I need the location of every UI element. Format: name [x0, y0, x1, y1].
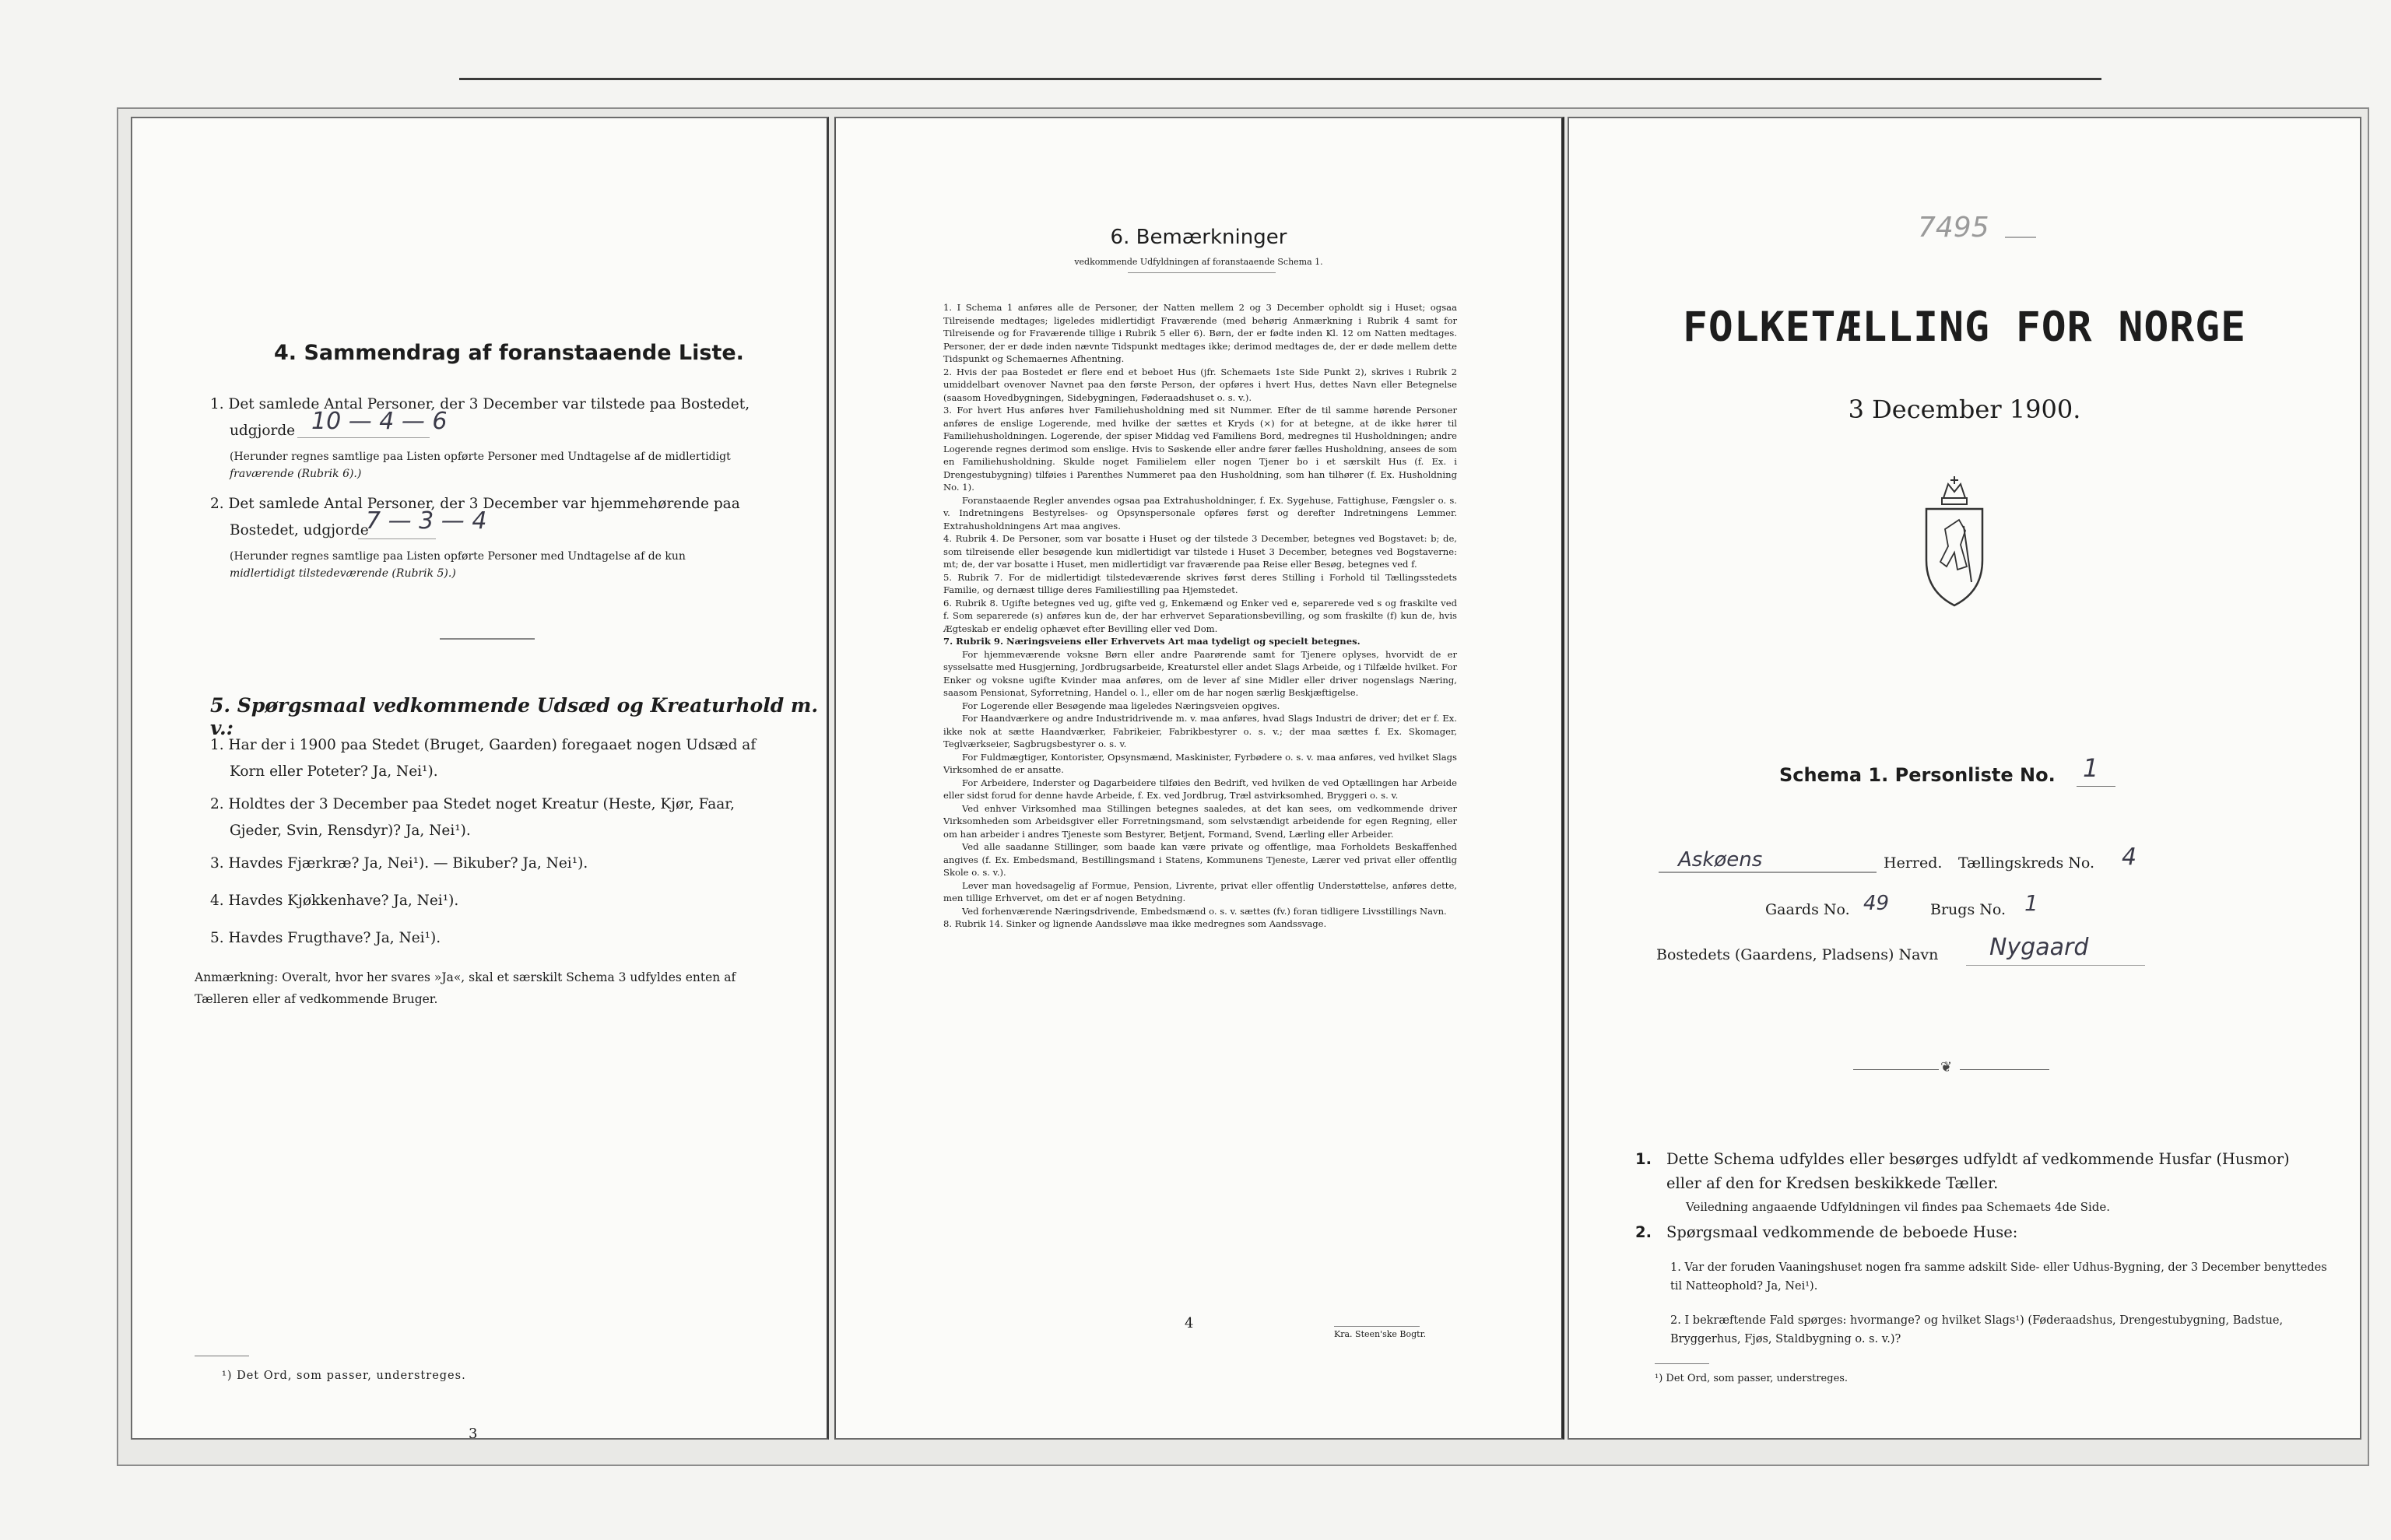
remark-text: Anmærkning: Overalt, hvor her svares »Ja«, skal et særskilt Schema 3 udfyldes enten af Tælleren eller af vedkommende Bruger. — [195, 970, 736, 1006]
remark-paragraph: Ved forhenværende Næringsdrivende, Embedsmænd o. s. v. sættes (fv.) foran tidligere Livsstillings Navn. — [962, 905, 1447, 917]
remark-paragraph: 5. Rubrik 7. For de midlertidigt tilstedeværende skrives først deres Stilling i Forhold til Tællingsstedets Familie, og dernæst tillige deres Familiestilling paa Hjemstedet. — [943, 571, 1457, 595]
remark-paragraph: 4. Rubrik 4. De Personer, som var bosatte i Huset og der tilstede 3 December, betegnes ved Bogstavet: b; de, som tilreisende eller besøgende kun midlertidigt var tilstede i Huset 3 December, betegnes ved Bogstaverne: mt; de, der var bosatte i Huset, men midlertidigt var fraværende paa Reise eller Besøg, betegnes ved f. — [943, 533, 1457, 570]
page-3-summary — [131, 117, 829, 1440]
question-2-line2: Gjeder, Svin, Rensdyr)? Ja, Nei¹). — [230, 823, 471, 839]
remark-paragraph: 8. Rubrik 14. Sinker og lignende Aandssløve maa ikke medregnes som Aandssvage. — [943, 918, 1327, 929]
remark-paragraph: For Arbeidere, Inderster og Dagarbeidere tilføies den Bedrift, ved hvilken de ved Optællingen har Arbeide eller sidst forud for denne havde Arbeide, f. Ex. ved Jordbrug, Træl astvirksomhed, Bryggeri o. s. v. — [943, 777, 1457, 801]
house-question-2: 2. I bekræftende Fald spørges: hvormange? og hvilket Slags¹) (Føderaadshus, Drengestubygning, Badstue, Bryggerhus, Fjøs, Staldbygning o. s. v.)? — [1670, 1314, 2284, 1345]
instruction-2-text: Spørgsmaal vedkommende de beboede Huse: — [1666, 1223, 2018, 1241]
question-5: 5. Havdes Frugthave? Ja, Nei¹). — [210, 930, 441, 946]
census-title: FOLKETÆLLING FOR NORGE — [1683, 303, 2246, 351]
remark-paragraph: Ved enhver Virksomhed maa Stillingen betegnes saaledes, at det kan sees, om vedkommende driver Virksomheden som Arbeidsgiver eller Forretningsmand, som selvstændigt arbeidende for egen Regning, eller om han arbeider i andres Tjeneste som Bestyrer, Betjent, Formand, Svend, Lærling eller Arbeider. — [943, 802, 1457, 840]
printer-rule — [1334, 1326, 1420, 1327]
herred-label: Herred. — [1884, 854, 1943, 872]
remark-paragraph: 6. Rubrik 8. Ugifte betegnes ved ug, gifte ved g, Enkemænd og Enker ved e, separerede ved s og fraskilte ved f. Som separerede (s) anføres kun de, der har erhvervet Separationsbevilling, og som fraskilte (f) kun de, hvis Ægteskab er endelig ophævet efter Bevilling eller ved Dom. — [943, 597, 1457, 634]
question-3: 3. Havdes Fjærkræ? Ja, Nei¹). — Bikuber? Ja, Nei¹). — [210, 855, 588, 872]
question-4: 4. Havdes Kjøkkenhave? Ja, Nei¹). — [210, 893, 459, 909]
item2-fill-line — [358, 538, 436, 539]
footnote: ¹) Det Ord, som passer, understreges. — [222, 1370, 466, 1382]
printer-imprint: Kra. Steen'ske Bogtr. — [1334, 1329, 1427, 1339]
page-number: 4 — [1185, 1315, 1194, 1331]
census-date: 3 December 1900. — [1848, 395, 2081, 424]
remark-paragraph: For hjemmeværende voksne Børn eller andre Paarørende samt for Tjenere oplyses, hvorvidt de er sysselsatte med Husgjerning, Jordbrugsarbeide, Kreaturstel eller andet Slags Arbeide, og i Tilfælde hvilket. For Enker og voksne ugifte Kvinder maa anføres, om de lever af sine Midler eller driver nogenslags Næring, saasom Pensionat, Syforretning, Handel o. l., eller om de har nogen særlig Beskjæftigelse. — [943, 648, 1457, 698]
remark-paragraph: For Haandværkere og andre Industridrivende m. v. maa anføres, hvad Slags Industri de driver; det er f. Ex. ikke nok at sætte Haandværker, Fabrikeier, Fabrikbestyrer o. s. v.; der maa sættes f. Ex. Skomager, Teglværkseier, Sagbrugsbestyrer o. s. v. — [943, 713, 1457, 749]
item2-handwritten: 7 — 3 — 4 — [366, 507, 487, 535]
coat-of-arms-icon — [1922, 475, 1987, 609]
item1-note2: fraværende (Rubrik 6).) — [230, 468, 362, 480]
remark-paragraph: Ved alle saadanne Stillinger, som baade kan være private og offentlige, maa Forholdets Beskaffenhed angives (f. Ex. Embedsmand, Bestillingsmand i Statens, Kommunens Tjeneste, Lærer ved privat eller offentlig Skole o. s. v.). — [943, 841, 1457, 878]
item2-label: Bostedet, udgjorde — [230, 522, 369, 538]
remark-paragraph: Foranstaaende Regler anvendes ogsaa paa Extrahusholdninger, f. Ex. Sygehuse, Fattighuse, Fængsler o. s. v. Indretningens Bestyrelses- og Opsynspersonale opføres først og derefter Indretningens Lemmer. Extrahusholdningens Art maa angives. — [943, 494, 1457, 531]
question-1-line2: Korn eller Poteter? Ja, Nei¹). — [230, 763, 438, 780]
remark-paragraph: 2. Hvis der paa Bostedet er flere end et beboet Hus (jfr. Schemaets 1ste Side Punkt 2), skrives i Rubrik 2 umiddelbart ovenover Navnet paa den første Person, der opføres i hvert Hus, dettes Navn eller Betegnelse (saasom Hovedbygningen, Sidebygningen, Føderaadshuset o. s. v.). — [943, 366, 1457, 403]
top-rule-line — [459, 78, 2101, 80]
question-1-line1: 1. Har der i 1900 paa Stedet (Bruget, Gaarden) foregaaet nogen Udsæd af — [210, 737, 757, 753]
instruction-1-note: Veiledning angaaende Udfyldningen vil findes paa Schemaets 4de Side. — [1686, 1200, 2111, 1214]
footnote-rule — [1655, 1363, 1709, 1364]
remarks-body — [943, 301, 1457, 931]
heading-rule — [1128, 272, 1276, 273]
item1-fill-line — [297, 437, 430, 438]
schema-number: 1 — [2083, 753, 2099, 783]
krets-label: Tællingskreds No. — [1958, 854, 2094, 872]
summary-heading: 4. Sammendrag af foranstaaende Liste. — [274, 341, 744, 365]
bosted-fill-line — [1966, 965, 2145, 966]
item1-line: 1. Det samlede Antal Personer, der 3 December var tilstede paa Bostedet, — [210, 396, 750, 412]
item2-line: 2. Det samlede Antal Personer, der 3 December var hjemmehørende paa — [210, 496, 740, 512]
item1-label: udgjorde — [230, 423, 296, 439]
brugs-value: 1 — [2024, 890, 2038, 916]
item2-note2: midlertidigt tilstedeværende (Rubrik 5).) — [230, 567, 456, 580]
questions-heading: 5. Spørgsmaal vedkommende Udsæd og Kreaturhold m. v.: — [210, 694, 819, 739]
archive-dash — [2005, 237, 2036, 238]
remark-paragraph: 3. For hvert Hus anføres hver Familiehusholdning med sit Nummer. Efter de til samme hørende Personer anføres de enslige Logerende, med hvilke der sættes et Kryds (×) for at betegne, at de ikke hører til Familiehusholdningen. Logerende, der spiser Middag ved Familiens Bord, medregnes til Husholdningen; andre Logerende regnes derimod som enslige. Hvis to Søskende eller andre fører fælles Husholdning, ansees de som en Familiehusholdning. Skulde noget Familielem eller nogen Tjener bo i et særskilt Hus (f. Ex. i Drengestubygning) tilføies i Parenthes Nummeret paa den Husholdning, som han tilhører (f. Ex. Husholdning No. 1). — [943, 405, 1457, 493]
house-question-1: 1. Var der foruden Vaaningshuset nogen fra samme adskilt Side- eller Udhus-Bygning, der 3 December benyttedes til Natteophold? Ja, Nei¹). — [1670, 1261, 2327, 1293]
page-4-remarks — [834, 117, 1564, 1440]
footnote: ¹) Det Ord, som passer, understreges. — [1655, 1373, 1849, 1384]
instruction-2-number: 2. — [1635, 1223, 1652, 1241]
remark-paragraph: 1. I Schema 1 anføres alle de Personer, der Natten mellem 2 og 3 December opholdt sig i Huset; ogsaa Tilreisende medtages; ligeledes midlertidigt Fraværende (med behørig Anmærkning i Rubrik 4 samt for Tilreisende og for Fraværende tillige i Rubrik 5 eller 6). Børn, der er fødte inden Kl. 12 om Natten medtages. Personer, der er døde inden nævnte Tidspunkt medtages ikke; derimod medtages de, der er døde mellem dette Tidspunkt og Schemaernes Afhentning. — [943, 302, 1457, 364]
instruction-1-text: Dette Schema udfyldes eller besørges udfyldt af vedkommende Husfar (Husmor) eller af den for Kredsen beskikkede Tæller. — [1666, 1150, 2290, 1192]
gaards-value: 49 — [1863, 892, 1890, 915]
remark-paragraph: For Fuldmægtiger, Kontorister, Opsynsmænd, Maskinister, Fyrbødere o. s. v. maa anføres, ved hvilket Slags Virksomhed de er ansatte. — [943, 751, 1457, 775]
divider-left — [1853, 1069, 1939, 1070]
item2-note1: (Herunder regnes samtlige paa Listen opførte Personer med Undtagelse af de kun — [230, 550, 686, 563]
page-number: 3 — [469, 1426, 478, 1440]
herred-value: Askøens — [1678, 848, 1763, 872]
page-1-cover — [1568, 117, 2361, 1440]
question-2-line1: 2. Holdtes der 3 December paa Stedet noget Kreatur (Heste, Kjør, Faar, — [210, 796, 735, 812]
remark-paragraph: Lever man hovedsagelig af Formue, Pension, Livrente, privat eller offentlig Understøttelse, anføres dette, men tillige Erhvervet, om det er af nogen Betydning. — [943, 879, 1457, 903]
schema-label: Schema 1. Personliste No. — [1779, 764, 2056, 786]
krets-value: 4 — [2122, 844, 2137, 871]
gaards-label: Gaards No. — [1765, 901, 1850, 918]
remarks-subheading: vedkommende Udfyldningen af foranstaaende Schema 1. — [1074, 257, 1323, 267]
brugs-label: Brugs No. — [1930, 901, 2007, 918]
remark-paragraph: 7. Rubrik 9. Næringsveiens eller Erhvervets Art maa tydeligt og specielt betegnes. — [943, 636, 1361, 647]
section-divider — [440, 638, 535, 640]
bosted-value: Nygaard — [1989, 934, 2089, 961]
item1-note1: (Herunder regnes samtlige paa Listen opførte Personer med Undtagelse af de midlertidigt — [230, 451, 731, 463]
item1-handwritten: 10 — 4 — 6 — [311, 408, 448, 435]
herred-fill-line — [1659, 872, 1877, 873]
divider-right — [1960, 1069, 2049, 1070]
remark-paragraph: For Logerende eller Besøgende maa ligeledes Næringsveien opgives. — [962, 700, 1280, 711]
ornament-icon: ❦ — [1940, 1059, 1953, 1075]
schema-fill-line — [2077, 786, 2115, 787]
instruction-1-number: 1. — [1635, 1150, 1652, 1168]
archive-number: 7495 — [1918, 212, 1989, 244]
bosted-label: Bostedets (Gaardens, Pladsens) Navn — [1656, 946, 1939, 963]
remarks-heading: 6. Bemærkninger — [1110, 226, 1287, 249]
